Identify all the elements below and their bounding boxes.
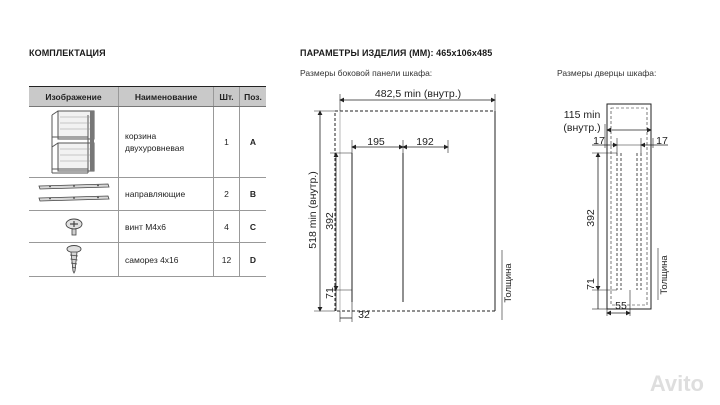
item-name: саморез 4х16	[119, 243, 214, 277]
dim-71-label: 71	[324, 287, 336, 299]
components-title: КОМПЛЕКТАЦИЯ	[29, 48, 106, 58]
door-width-label-1: 115 min	[563, 109, 601, 121]
item-name-line1: корзина	[125, 131, 157, 141]
door-width-label-2: (внутр.)	[563, 122, 601, 134]
header-pos: Поз.	[240, 87, 267, 107]
door-drawing	[563, 104, 670, 316]
header-image: Изображение	[29, 87, 119, 107]
dim-392-label: 392	[324, 212, 336, 230]
item-qty: 2	[214, 178, 240, 211]
header-name: Наименование	[119, 87, 214, 107]
door-outline	[607, 104, 651, 309]
dim-32-label: 32	[358, 309, 370, 321]
item-qty: 4	[214, 211, 240, 243]
door-caption: Размеры дверцы шкафа:	[557, 68, 657, 78]
parameters-title: ПАРАМЕТРЫ ИЗДЕЛИЯ (ММ): 465x106x485	[300, 48, 493, 58]
door-dim-71-label: 71	[585, 278, 597, 290]
side-thickness-label: Толщина	[503, 263, 514, 303]
avito-watermark: Avito	[649, 371, 704, 396]
item-pos: B	[240, 178, 267, 211]
dim-17-left-label: 17	[593, 135, 605, 147]
door-dim-392-label: 392	[585, 209, 597, 227]
item-name: направляющие	[119, 178, 214, 211]
side-panel-caption: Размеры боковой панели шкафа:	[300, 68, 433, 78]
item-pos: D	[240, 243, 267, 277]
dim-17-right-label: 17	[656, 135, 668, 147]
dim-192-label: 192	[416, 136, 434, 148]
side-panel-outline	[335, 111, 495, 311]
dim-55-label: 55	[615, 300, 627, 312]
side-height-label: 518 min (внутр.)	[307, 171, 319, 249]
item-name-line2: двухуровневая	[125, 143, 185, 153]
door-thickness-label: Толщина	[659, 255, 670, 295]
side-panel-drawing	[307, 88, 514, 322]
item-pos: A	[240, 107, 267, 178]
item-qty: 1	[214, 107, 240, 178]
item-name: винт М4х6	[119, 211, 214, 243]
header-qty: Шт.	[214, 87, 240, 107]
side-width-label: 482,5 min (внутр.)	[374, 88, 462, 100]
dim-195-label: 195	[367, 136, 385, 148]
item-pos: C	[240, 211, 267, 243]
item-qty: 12	[214, 243, 240, 277]
